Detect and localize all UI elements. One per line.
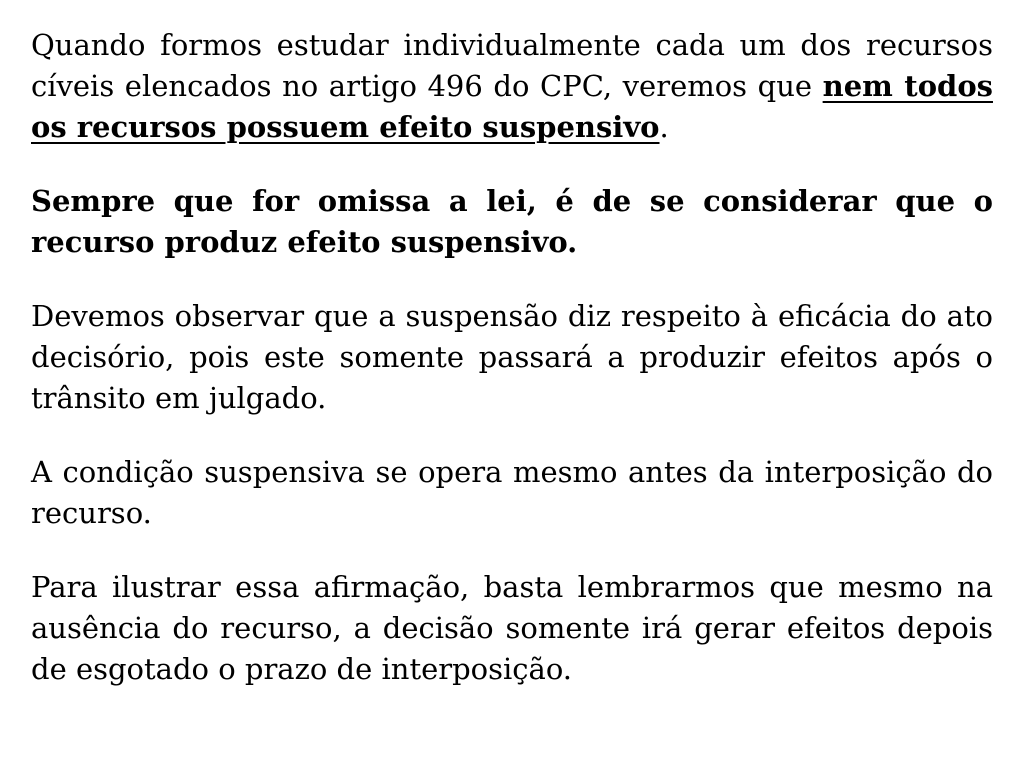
paragraph-1-lead-text: Quando formos estudar individualmente cada um dos recursos cíveis elencados no artigo 496 do CPC, veremos que <box>31 28 993 103</box>
paragraph-2: Sempre que for omissa a lei, é de se considerar que o recurso produz efeito suspensivo. <box>31 184 993 259</box>
paragraph-1 <box>31 25 993 148</box>
paragraph-1-emphasis: nem todos os recursos possuem efeito suspensivo <box>31 69 993 144</box>
paragraph-1-trailing-punctuation: . <box>659 110 669 144</box>
paragraph-5: Para ilustrar essa afirmação, basta lembrarmos que mesmo na ausência do recurso, a decisão somente irá gerar efeitos depois de esgotado o prazo de interposição. <box>31 570 993 686</box>
paragraph-4: A condição suspensiva se opera mesmo antes da interposição do recurso. <box>31 455 993 530</box>
paragraph-3: Devemos observar que a suspensão diz respeito à eficácia do ato decisório, pois este somente passará a produzir efeitos após o trânsito em julgado. <box>31 299 993 415</box>
